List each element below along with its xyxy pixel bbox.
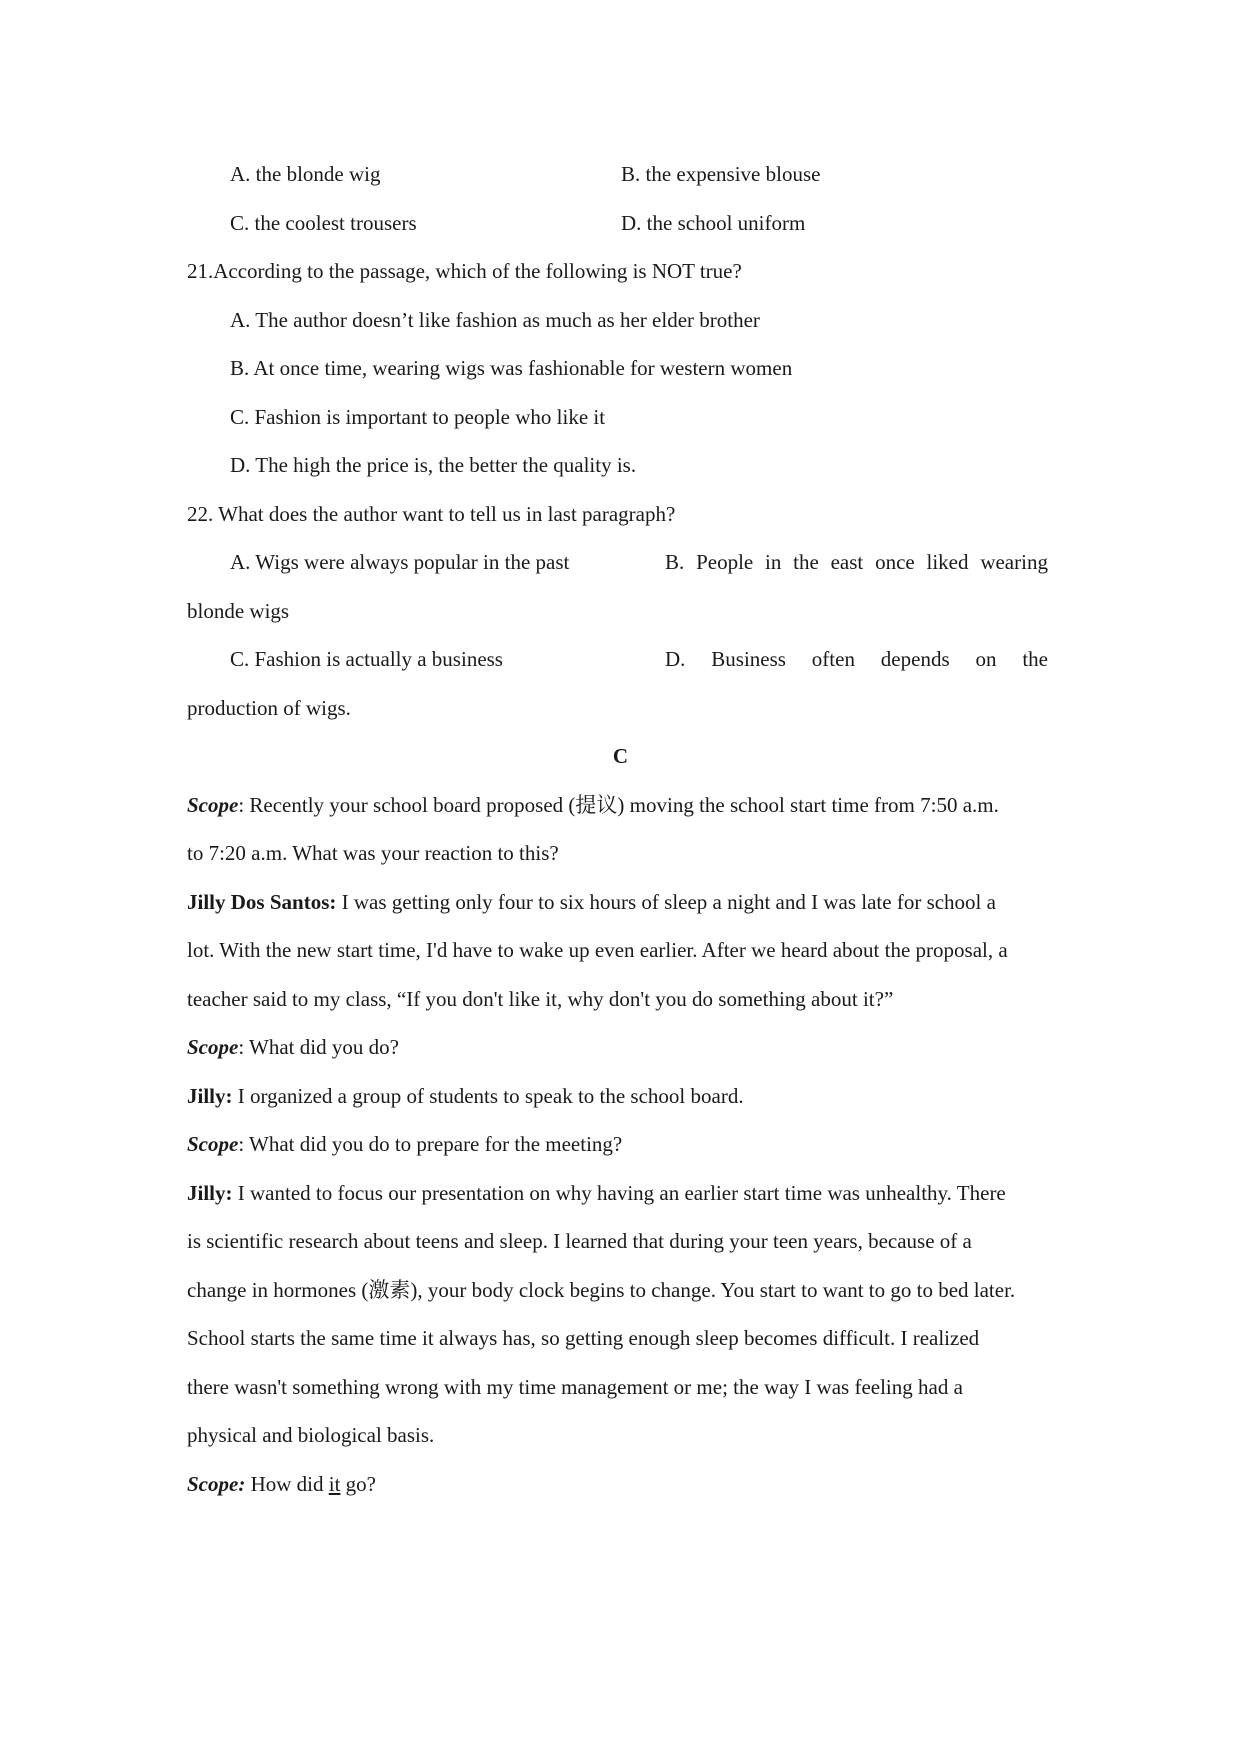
question-text: : What did you do to prepare for the meeting? <box>238 1132 623 1156</box>
q22-stem: 22. What does the author want to tell us in last paragraph? <box>187 502 676 526</box>
q21-option-a: A. The author doesn’t like fashion as much as her elder brother <box>230 308 760 332</box>
jilly-answer-3-line-2: is scientific research about teens and sleep. I learned that during your teen years, because of a <box>187 1229 972 1253</box>
jilly-answer-1 <box>187 889 996 915</box>
q22-option-b-word: B. <box>665 550 685 574</box>
speaker-jilly: Jilly: <box>187 1181 233 1205</box>
q21-option-c: C. Fashion is important to people who like it <box>230 405 606 429</box>
q22-option-a: A. Wigs were always popular in the past <box>230 550 570 574</box>
q22-option-b <box>665 549 1048 575</box>
jilly-answer-3-line-3: change in hormones (激素), your body clock begins to change. You start to want to go to bed later. <box>187 1278 1016 1302</box>
q20-option-d: D. the school uniform <box>621 211 806 235</box>
scope-question-3 <box>187 1131 622 1157</box>
q22-option-d-word: often <box>811 647 855 671</box>
q22-option-b-word: wearing <box>980 550 1048 574</box>
q22-option-d-word: Business <box>711 647 786 671</box>
q21-option-b: B. At once time, wearing wigs was fashionable for western women <box>230 356 793 380</box>
question-text: : What did you do? <box>238 1035 399 1059</box>
jilly-answer-3-line-6: physical and biological basis. <box>187 1423 435 1447</box>
q21-stem: 21.According to the passage, which of the following is NOT true? <box>187 259 742 283</box>
q22-option-d-continued: production of wigs. <box>187 696 351 720</box>
q22-option-c: C. Fashion is actually a business <box>230 647 503 671</box>
answer-text: I organized a group of students to speak to the school board. <box>232 1084 744 1108</box>
q22-option-d-word: the <box>1022 647 1048 671</box>
q22-option-b-word: east <box>830 550 864 574</box>
q22-option-d <box>665 646 1048 672</box>
question-text: : Recently your school board proposed (提议) moving the school start time from 7:50 a.m. <box>238 793 999 817</box>
scope-question-1 <box>187 792 999 818</box>
jilly-answer-1-line-3: teacher said to my class, “If you don't like it, why don't you do something about it?” <box>187 987 894 1011</box>
question-text: How did <box>245 1472 329 1496</box>
jilly-answer-1-line-2: lot. With the new start time, I'd have to wake up even earlier. After we heard about the proposal, a <box>187 938 1008 962</box>
jilly-answer-3-line-5: there wasn't something wrong with my time management or me; the way I was feeling had a <box>187 1375 963 1399</box>
q22-option-b-word: the <box>793 550 819 574</box>
jilly-answer-3 <box>187 1180 1006 1206</box>
section-c-heading: C <box>612 744 629 768</box>
q22-option-b-continued: blonde wigs <box>187 599 290 623</box>
scope-question-1-line-2: to 7:20 a.m. What was your reaction to this? <box>187 841 559 865</box>
answer-text: I wanted to focus our presentation on why having an earlier start time was unhealthy. There <box>232 1181 1006 1205</box>
q22-option-b-word: People <box>696 550 754 574</box>
q22-option-d-word: D. <box>665 647 686 671</box>
jilly-answer-2 <box>187 1083 744 1109</box>
q22-option-b-word: liked <box>926 550 969 574</box>
underlined-word-it: it <box>328 1472 341 1496</box>
q20-option-a: A. the blonde wig <box>230 162 381 186</box>
q21-option-d: D. The high the price is, the better the quality is. <box>230 453 637 477</box>
scope-question-2 <box>187 1034 399 1060</box>
q20-option-c: C. the coolest trousers <box>230 211 417 235</box>
scope-question-4 <box>187 1471 376 1497</box>
question-text-end: go? <box>340 1472 376 1496</box>
q22-option-b-word: once <box>875 550 915 574</box>
q22-option-b-word: in <box>765 550 782 574</box>
speaker-scope: Scope <box>187 1035 239 1059</box>
jilly-answer-3-line-4: School starts the same time it always has, so getting enough sleep becomes difficult. I realized <box>187 1326 980 1350</box>
speaker-scope: Scope <box>187 793 239 817</box>
speaker-scope-colon: Scope: <box>187 1472 246 1496</box>
speaker-jilly: Jilly: <box>187 1084 233 1108</box>
q20-option-b: B. the expensive blouse <box>621 162 821 186</box>
q22-option-d-word: depends <box>880 647 950 671</box>
answer-text: I was getting only four to six hours of sleep a night and I was late for school a <box>336 890 996 914</box>
speaker-jilly-full: Jilly Dos Santos: <box>187 890 337 914</box>
q22-option-d-word: on <box>975 647 997 671</box>
speaker-scope: Scope <box>187 1132 239 1156</box>
